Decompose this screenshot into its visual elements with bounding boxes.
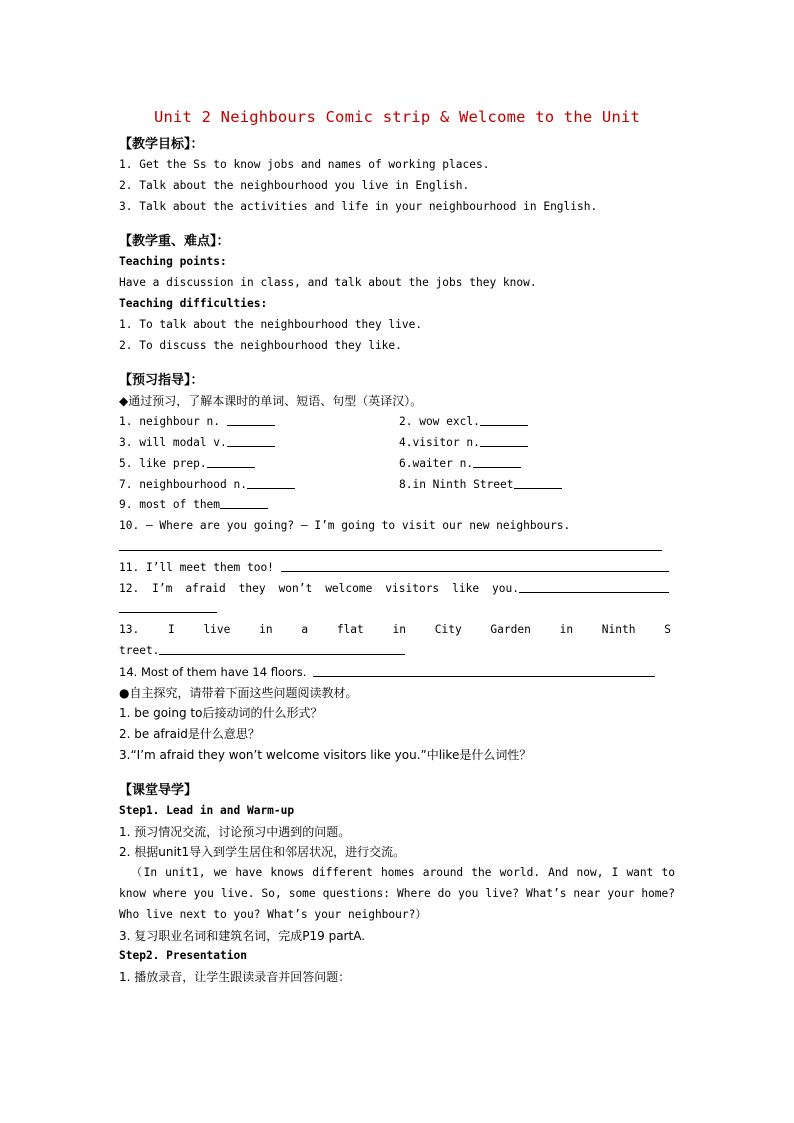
sentence-word: visitors [385,581,440,595]
teaching-points-label: Teaching points: [119,255,227,269]
sentence-word: I’m [152,581,173,595]
vocab-item: 5. like prep. [119,456,207,470]
teaching-difficulties-label: Teaching difficulties: [119,296,268,310]
vocab-row [119,454,675,475]
vocab-item: 3. will modal v. [119,435,227,449]
step1-item: 2. 根据unit1导入到学生居住和邻居状况，进行交流。 [119,845,406,860]
sentence-word: a [301,623,309,637]
answer-blank[interactable] [480,434,528,447]
answer-blank[interactable] [227,434,275,447]
vocab-item: 6.waiter n. [399,456,474,470]
preview-intro: ◆通过预习，了解本课时的单词、短语、句型（英译汉）。 [119,394,423,409]
sentence-12-answer-row [119,599,675,620]
difficulty-item: 2. To discuss the neighbourhood they like. [119,338,402,352]
difficulty-item: 1. To talk about the neighbourhood they live. [119,317,423,331]
sentence-word: City [434,623,462,637]
vocab-row [119,433,675,454]
explore-item: 3.“I’m afraid they won’t welcome visitors like you.”中like是什么词性？ [119,747,532,762]
sentence-word: 12. [119,581,140,595]
answer-blank[interactable] [220,496,268,509]
sentence-word: afraid [185,581,226,595]
vocab-item: 2. wow excl. [399,415,480,429]
preview-heading: 【预习指导】： [119,373,204,389]
vocab-item: 1. neighbour n. [119,415,221,429]
sentence-14-row [119,662,675,683]
answer-blank[interactable] [227,413,275,426]
answer-blank[interactable] [514,476,562,489]
classroom-heading: 【课堂导学】 [119,782,198,798]
step1-item: 3. 复习职业名词和建筑名词，完成P19 partA. [119,928,366,943]
objective-item: 2. Talk about the neighbourhood you live in English. [119,178,470,192]
document-title: Unit 2 Neighbours Comic strip & Welcome to the Unit [153,108,641,126]
sentence-13-tail: treet. [119,643,160,657]
vocab-row [119,412,675,433]
step2-item: 1. 播放录音，让学生跟读录音并回答问题： [119,970,351,985]
answer-blank[interactable] [480,413,528,426]
sentence-word: in [259,623,273,637]
step1-heading: Step1. Lead in and Warm-up [119,803,295,817]
sentence-word: Garden [490,623,531,637]
objective-item: 1. Get the Ss to know jobs and names of working places. [119,158,490,171]
teaching-points-text: Have a discussion in class, and talk about the jobs they know. [119,276,537,290]
answer-blank[interactable] [207,455,255,468]
step1-item: 1. 预习情况交流，讨论预习中遇到的问题。 [119,824,351,839]
objectives-heading: 【教学目标】： [119,137,204,152]
vocab-item: 7. neighbourhood n. [119,477,247,491]
objective-item: 3. Talk about the activities and life in your neighbourhood in English. [119,199,598,213]
sentence-word: they [238,581,266,595]
sentence-word: in [559,623,574,637]
sentence-word: 13. [119,623,140,637]
vocab-item: 4.visitor n. [399,435,480,449]
document-page [119,108,675,988]
sentence-10: 10. – Where are you going? – I’m going to visit our new neighbours. [119,519,571,533]
explore-intro: ●自主探究，请带着下面这些问题阅读教材。 [119,685,358,700]
sentence-word: welcome [325,581,373,595]
answer-line[interactable] [159,642,405,655]
answer-blank[interactable] [473,455,521,468]
vocab-item: 8.in Ninth Street [399,477,514,491]
explore-item: 2. be afraid是什么意思？ [119,727,260,742]
answer-line[interactable] [119,600,217,613]
vocab-item: 9. most of them [119,498,221,512]
sentence-word: I [167,623,175,637]
sentence-word: won’t [278,581,313,595]
step1-paragraph: （In unit1, we have knows different homes around the world. And now, I want to know where you live. So, some questions: Where do you live? What’s near your home? Who live next to you? What’s your neighbour?） [119,866,675,921]
sentence-word: like [452,581,480,595]
sentence-word: flat [336,623,364,637]
sentence-word: S [664,623,671,637]
sentence-10-answer-row [119,537,675,558]
vocab-row [119,495,675,516]
explore-item: 1. be going to后接动词的什么形式？ [119,706,323,721]
vocab-row [119,475,675,496]
sentence-11-row [119,558,675,579]
sentence-11: 11. I’ll meet them too! [119,560,274,574]
key-points-heading: 【教学重、难点】： [119,234,230,250]
answer-line[interactable] [313,664,655,677]
answer-line[interactable] [281,559,669,572]
sentence-13-tail-row [119,641,675,662]
sentence-14: 14. Most of them have 14 floors. [119,664,307,679]
answer-blank[interactable] [247,476,295,489]
sentence-word: Ninth [601,623,636,637]
step2-heading: Step2. Presentation [119,949,247,963]
sentence-12-row [119,579,675,600]
answer-line[interactable] [119,538,662,551]
sentence-word: you. [492,581,519,595]
sentence-word: in [392,623,406,637]
sentence-13-row [119,620,671,641]
answer-line[interactable] [519,580,669,593]
sentence-word: live [203,623,231,637]
